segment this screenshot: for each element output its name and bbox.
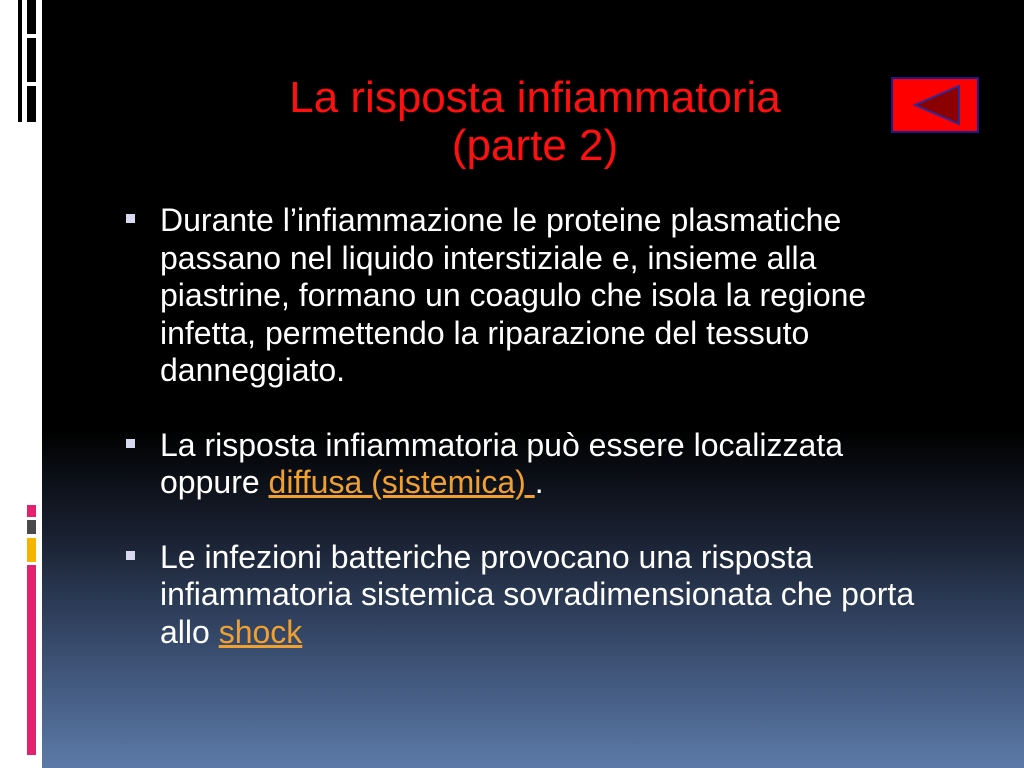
title-line-2: (parte 2) — [451, 121, 619, 170]
decorative-stripe — [27, 38, 36, 82]
bullet-square-icon — [126, 214, 135, 223]
bullet-square-icon — [126, 439, 135, 448]
bullet-text: Le infezioni batteriche provocano una risposta infiammatoria sistemica sovradimensionata che porta allo — [160, 538, 915, 650]
slide-title — [130, 74, 940, 170]
bullet-list — [122, 202, 942, 688]
list-item — [122, 539, 942, 652]
decorative-stripe — [27, 565, 36, 755]
bullet-text-end: . — [534, 464, 544, 500]
list-item — [122, 427, 942, 502]
bullet-text: La risposta infiammatoria può essere localizzata oppure — [160, 426, 843, 500]
left-triangle-icon — [893, 79, 977, 131]
decorative-stripe — [27, 520, 36, 534]
list-item — [122, 202, 942, 390]
bullet-text: Durante l’infiammazione le proteine plasmatiche passano nel liquido interstiziale e, insieme alla piastrine, formano un coagulo che isola la regione infetta, permettendo la riparazione del tessuto danneggiato. — [160, 202, 867, 388]
bullet-square-icon — [126, 551, 135, 560]
back-button[interactable] — [891, 77, 979, 133]
left-decorative-band — [0, 0, 42, 768]
link-diffusa-sistemica[interactable]: diffusa (sistemica) — [268, 464, 535, 500]
title-line-1: La risposta infiammatoria — [289, 73, 781, 122]
decorative-stripe — [27, 505, 36, 517]
link-shock[interactable]: shock — [218, 613, 303, 650]
decorative-stripe — [27, 86, 36, 122]
decorative-stripe — [18, 0, 22, 122]
decorative-stripe — [27, 538, 36, 562]
decorative-stripe — [27, 0, 36, 34]
